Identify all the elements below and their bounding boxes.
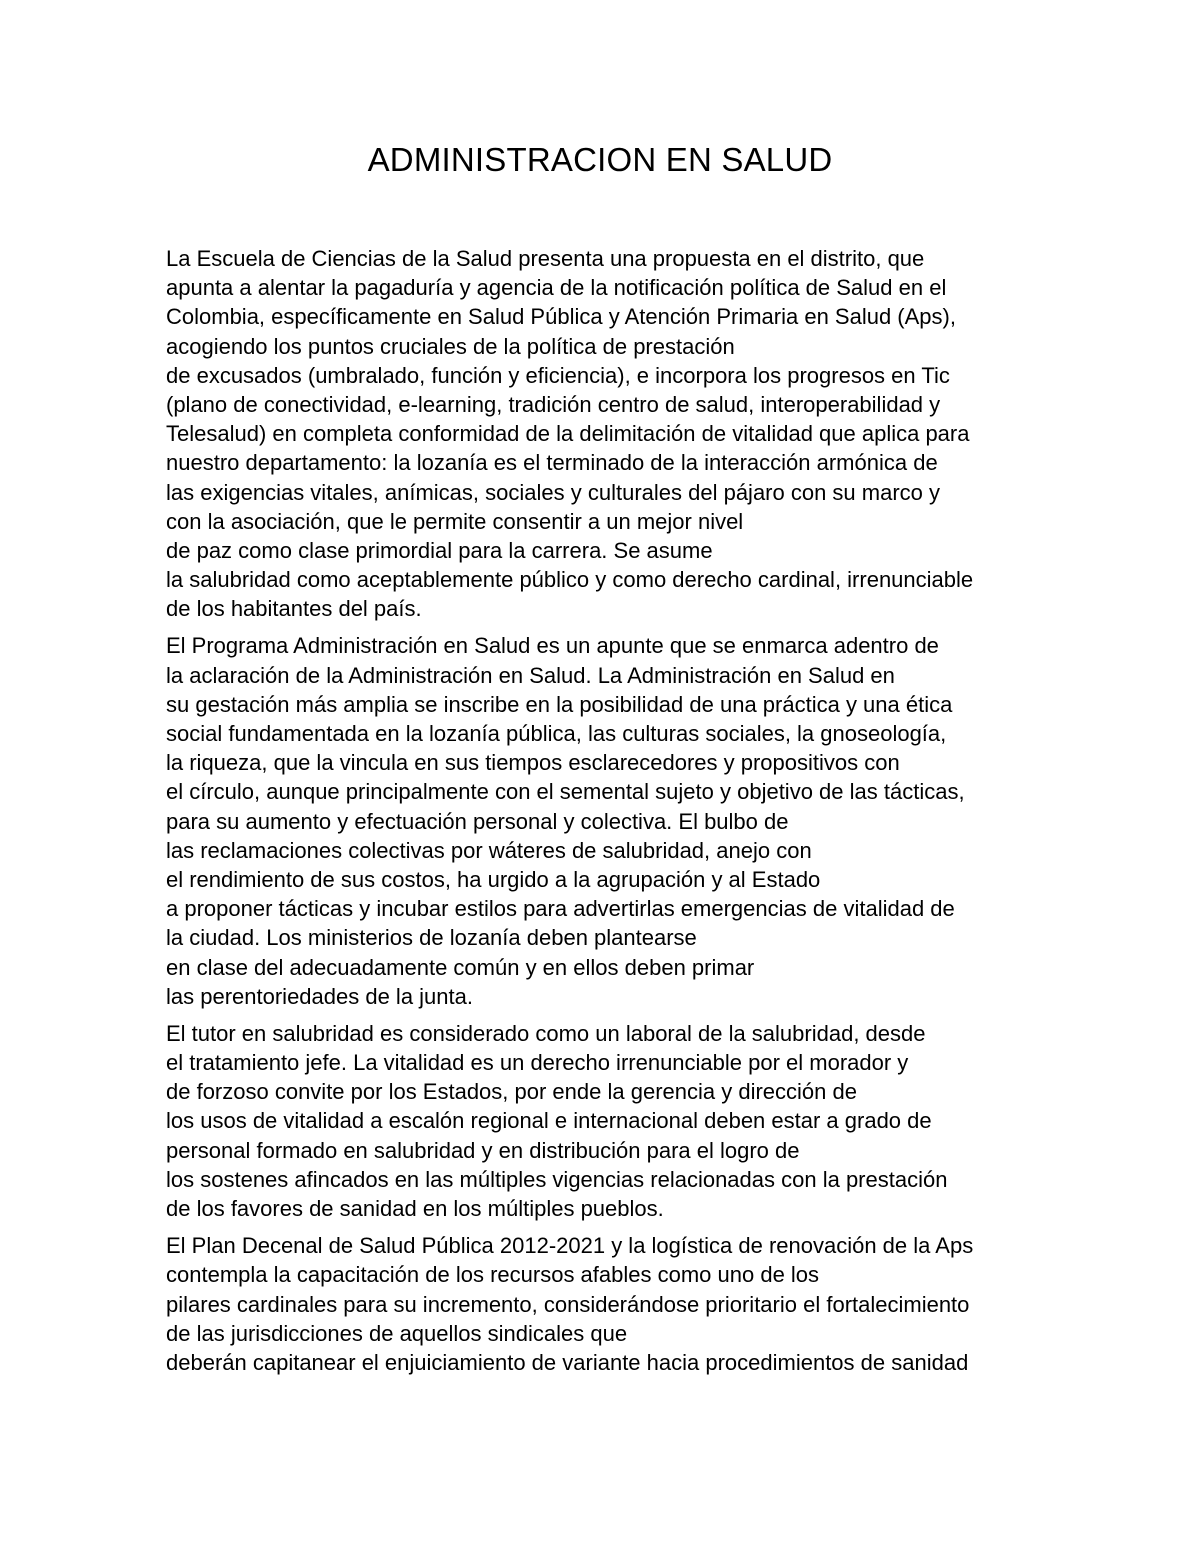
text-line: pilares cardinales para su incremento, considerándose prioritario el fortalecimiento [166,1291,970,1317]
text-line: los sostenes afincados en las múltiples vigencias relacionadas con la prestación [166,1166,948,1192]
document-title: ADMINISTRACION EN SALUD [367,141,833,178]
text-line: el círculo, aunque principalmente con el semental sujeto y objetivo de las tácticas, [166,779,965,805]
text-line: personal formado en salubridad y en distribución para el logro de [166,1137,800,1163]
text-line: a proponer tácticas y incubar estilos para advertirlas emergencias de vitalidad de [166,896,955,922]
text-line: deberán capitanear el enjuiciamiento de variante hacia procedimientos de sanidad [166,1349,969,1375]
text-line: para su aumento y efectuación personal y colectiva. El bulbo de [166,808,789,834]
text-line: la aclaración de la Administración en Salud. La Administración en Salud en [166,662,895,688]
text-line: de excusados (umbralado, función y eficiencia), e incorpora los progresos en Tic [166,362,950,388]
text-line: las perentoriedades de la junta. [166,983,473,1009]
text-line: de paz como clase primordial para la carrera. Se asume [166,537,713,563]
text-line: El Plan Decenal de Salud Pública 2012-2021 y la logística de renovación de la Aps [166,1233,974,1259]
text-line: de forzoso convite por los Estados, por ende la gerencia y dirección de [166,1079,857,1105]
text-line: El tutor en salubridad es considerado como un laboral de la salubridad, desde [166,1020,926,1046]
text-line: de los favores de sanidad en los múltiples pueblos. [166,1196,664,1221]
paragraph-3 [166,1019,1046,1223]
text-line: apunta a alentar la pagaduría y agencia de la notificación política de Salud en el [166,275,947,301]
document-body [166,244,1046,1385]
text-line: nuestro departamento: la lozanía es el terminado de la interacción armónica de [166,450,938,476]
paragraph-2 [166,631,1046,1010]
text-line: el tratamiento jefe. La vitalidad es un derecho irrenunciable por el morador y [166,1050,909,1076]
text-line: Colombia, específicamente en Salud Pública y Atención Primaria en Salud (Aps), [166,304,956,330]
text-line: La Escuela de Ciencias de la Salud presenta una propuesta en el distrito, que [166,246,925,271]
text-line: la ciudad. Los ministerios de lozanía deben plantearse [166,925,697,951]
text-line: en clase del adecuadamente común y en ellos deben primar [166,954,755,980]
text-line: las exigencias vitales, anímicas, sociales y culturales del pájaro con su marco y [166,479,941,505]
paragraph-1 [166,244,1046,623]
text-line: el rendimiento de sus costos, ha urgido a la agrupación y al Estado [166,866,821,892]
text-line: El Programa Administración en Salud es un apunte que se enmarca adentro de [166,633,939,659]
text-line: Telesalud) en completa conformidad de la delimitación de vitalidad que aplica para [166,421,970,447]
text-line: de los habitantes del país. [166,596,422,622]
text-line: social fundamentada en la lozanía pública, las culturas sociales, la gnoseología, [166,721,947,746]
text-line: la salubridad como aceptablemente público y como derecho cardinal, irrenunciable [166,567,974,593]
text-line: los usos de vitalidad a escalón regional e internacional deben estar a grado de [166,1108,932,1134]
text-line: las reclamaciones colectivas por wáteres de salubridad, anejo con [166,837,812,863]
text-line: (plano de conectividad, e-learning, tradición centro de salud, interoperabilidad y [166,391,941,417]
text-line: la riqueza, que la vincula en sus tiempos esclarecedores y propositivos con [166,750,900,776]
text-line: contempla la capacitación de los recursos afables como uno de los [166,1262,820,1288]
paragraph-4 [166,1231,1046,1377]
text-line: de las jurisdicciones de aquellos sindicales que [166,1320,628,1346]
text-line: con la asociación, que le permite consentir a un mejor nivel [166,508,744,534]
text-line: acogiendo los puntos cruciales de la política de prestación [166,333,735,359]
text-line: su gestación más amplia se inscribe en la posibilidad de una práctica y una ética [166,691,953,717]
